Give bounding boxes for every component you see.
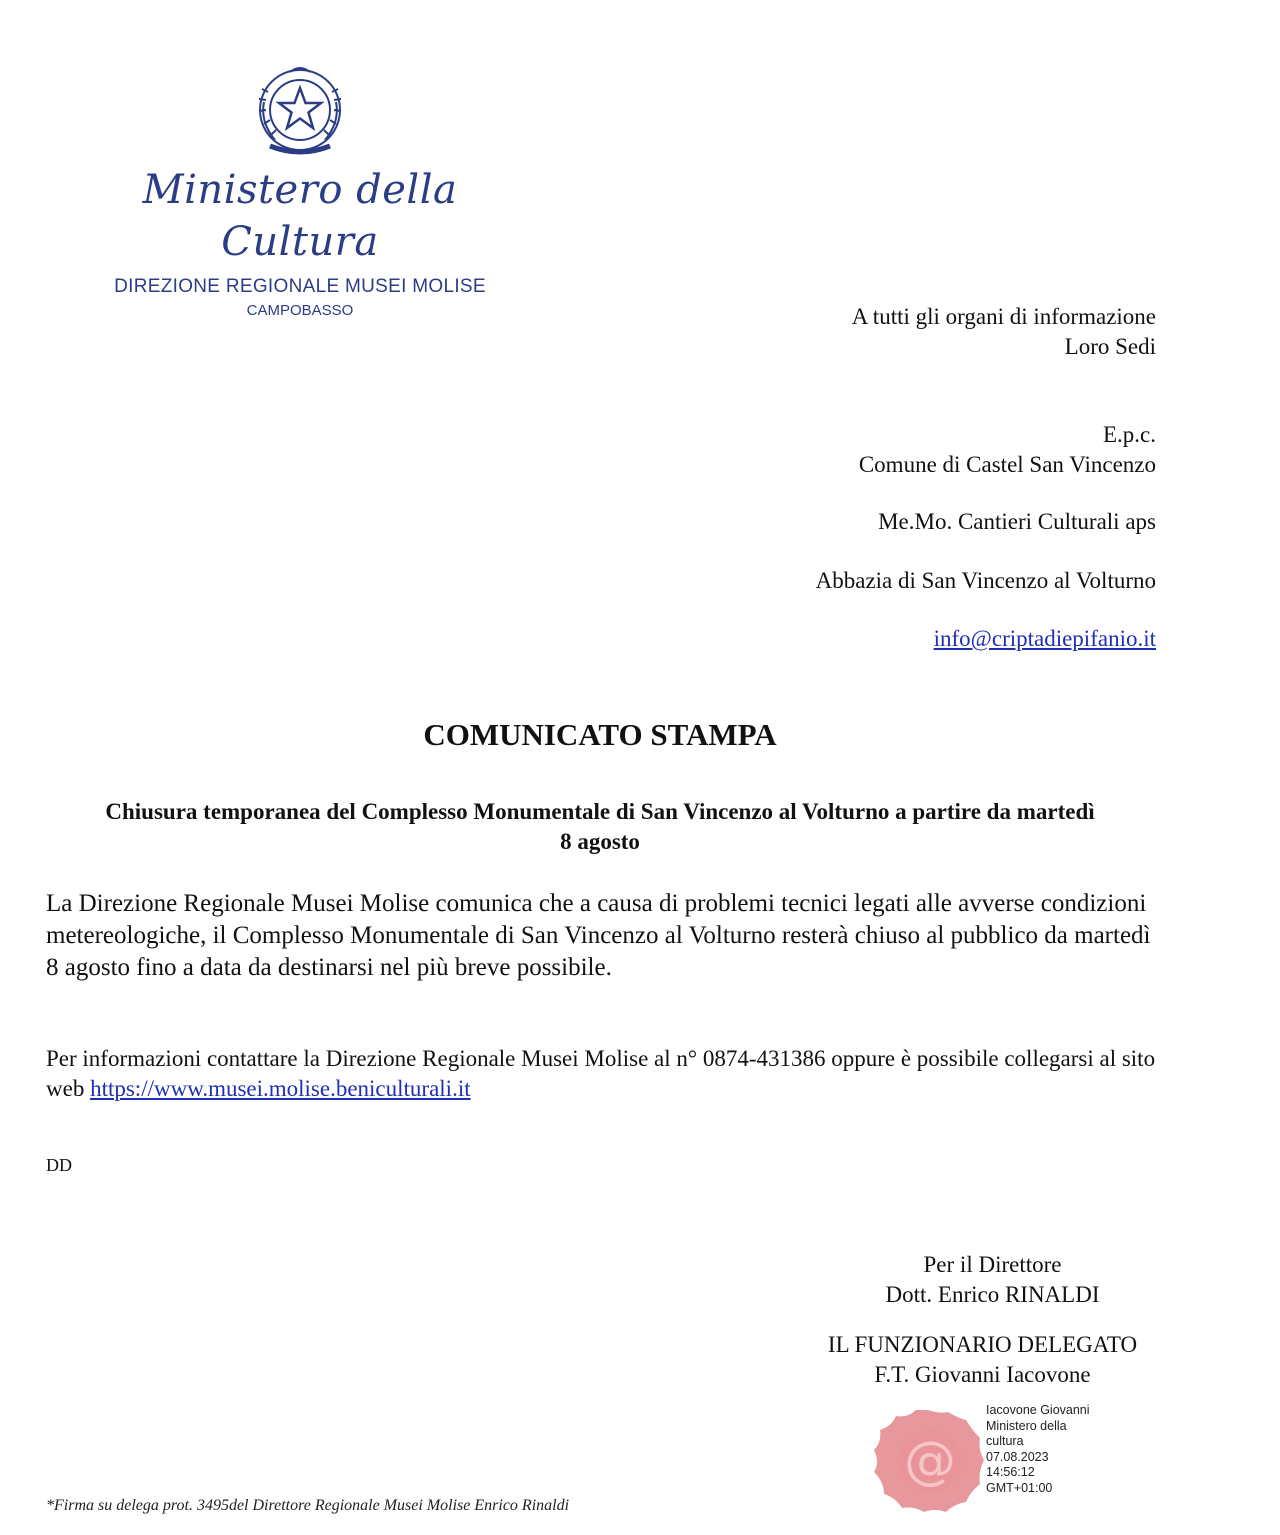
- official-name: F.T. Giovanni Iacovone: [874, 1362, 1091, 1387]
- signature-time: 14:56:12: [986, 1465, 1035, 1479]
- subtitle-line: Chiusura temporanea del Complesso Monumentale di San Vincenzo al Volturno a partire da martedì: [105, 799, 1095, 824]
- cc-recipient: Abbazia di San Vincenzo al Volturno: [815, 568, 1156, 593]
- cc-recipient: Comune di Castel San Vincenzo: [858, 452, 1156, 477]
- recipient-line: Loro Sedi: [1064, 334, 1156, 359]
- directorate-name: DIREZIONE REGIONALE MUSEI MOLISE: [114, 276, 486, 297]
- digital-signature-details: [986, 1403, 1136, 1496]
- recipients-block: [852, 302, 1156, 362]
- subtitle-line: 8 agosto: [560, 829, 640, 854]
- initials: DD: [46, 1155, 72, 1175]
- body-paragraph: La Direzione Regionale Musei Molise comunica che a causa di problemi tecnici legati alle avverse condizioni metereologiche, il Complesso Monumentale di San Vincenzo al Volturno resterà chiuso al pubblico da martedì 8 agosto fino a data da destinarsi nel più breve possibile.: [46, 890, 1151, 981]
- digital-signature-seal-icon: [868, 1406, 988, 1516]
- signer-name: Iacovone Giovanni: [986, 1403, 1090, 1417]
- for-director-label: Per il Direttore: [923, 1252, 1062, 1277]
- contact-text: Per informazioni contattare la Direzione Regionale Musei Molise al n° 0874-431386 oppure è possibile collegarsi al sito web: [46, 1046, 1156, 1101]
- epc-label: E.p.c.: [1102, 422, 1156, 447]
- footnote: *Firma su delega prot. 3495del Direttore Regionale Musei Molise Enrico Rinaldi: [46, 1497, 570, 1514]
- document-subtitle: [40, 797, 1160, 857]
- letterhead: [100, 62, 500, 319]
- signer-org: Ministero della: [986, 1418, 1067, 1433]
- cc-recipient: Me.Mo. Cantieri Culturali aps: [878, 509, 1156, 534]
- website-link[interactable]: https://www.musei.molise.beniculturali.it: [90, 1076, 471, 1101]
- document-title: COMUNICATO STAMPA: [423, 717, 777, 752]
- epc-block: [859, 420, 1156, 480]
- email-link[interactable]: info@criptadiepifanio.it: [933, 626, 1156, 651]
- recipient-line: A tutti gli organi di informazione: [851, 304, 1156, 329]
- signature-timezone: GMT+01:00: [986, 1480, 1053, 1495]
- italian-republic-emblem-icon: [250, 62, 350, 162]
- official-title: IL FUNZIONARIO DELEGATO: [827, 1332, 1138, 1357]
- signer-org: cultura: [986, 1434, 1024, 1448]
- contact-paragraph: [46, 1044, 1156, 1104]
- city-name: CAMPOBASSO: [246, 302, 354, 319]
- svg-text:@: @: [904, 1431, 956, 1491]
- director-name: Dott. Enrico RINALDI: [885, 1282, 1100, 1307]
- director-block: [855, 1250, 1130, 1310]
- signature-date: 07.08.2023: [986, 1449, 1049, 1464]
- ministry-name: Ministero della Cultura: [142, 167, 458, 265]
- official-block: [790, 1330, 1175, 1390]
